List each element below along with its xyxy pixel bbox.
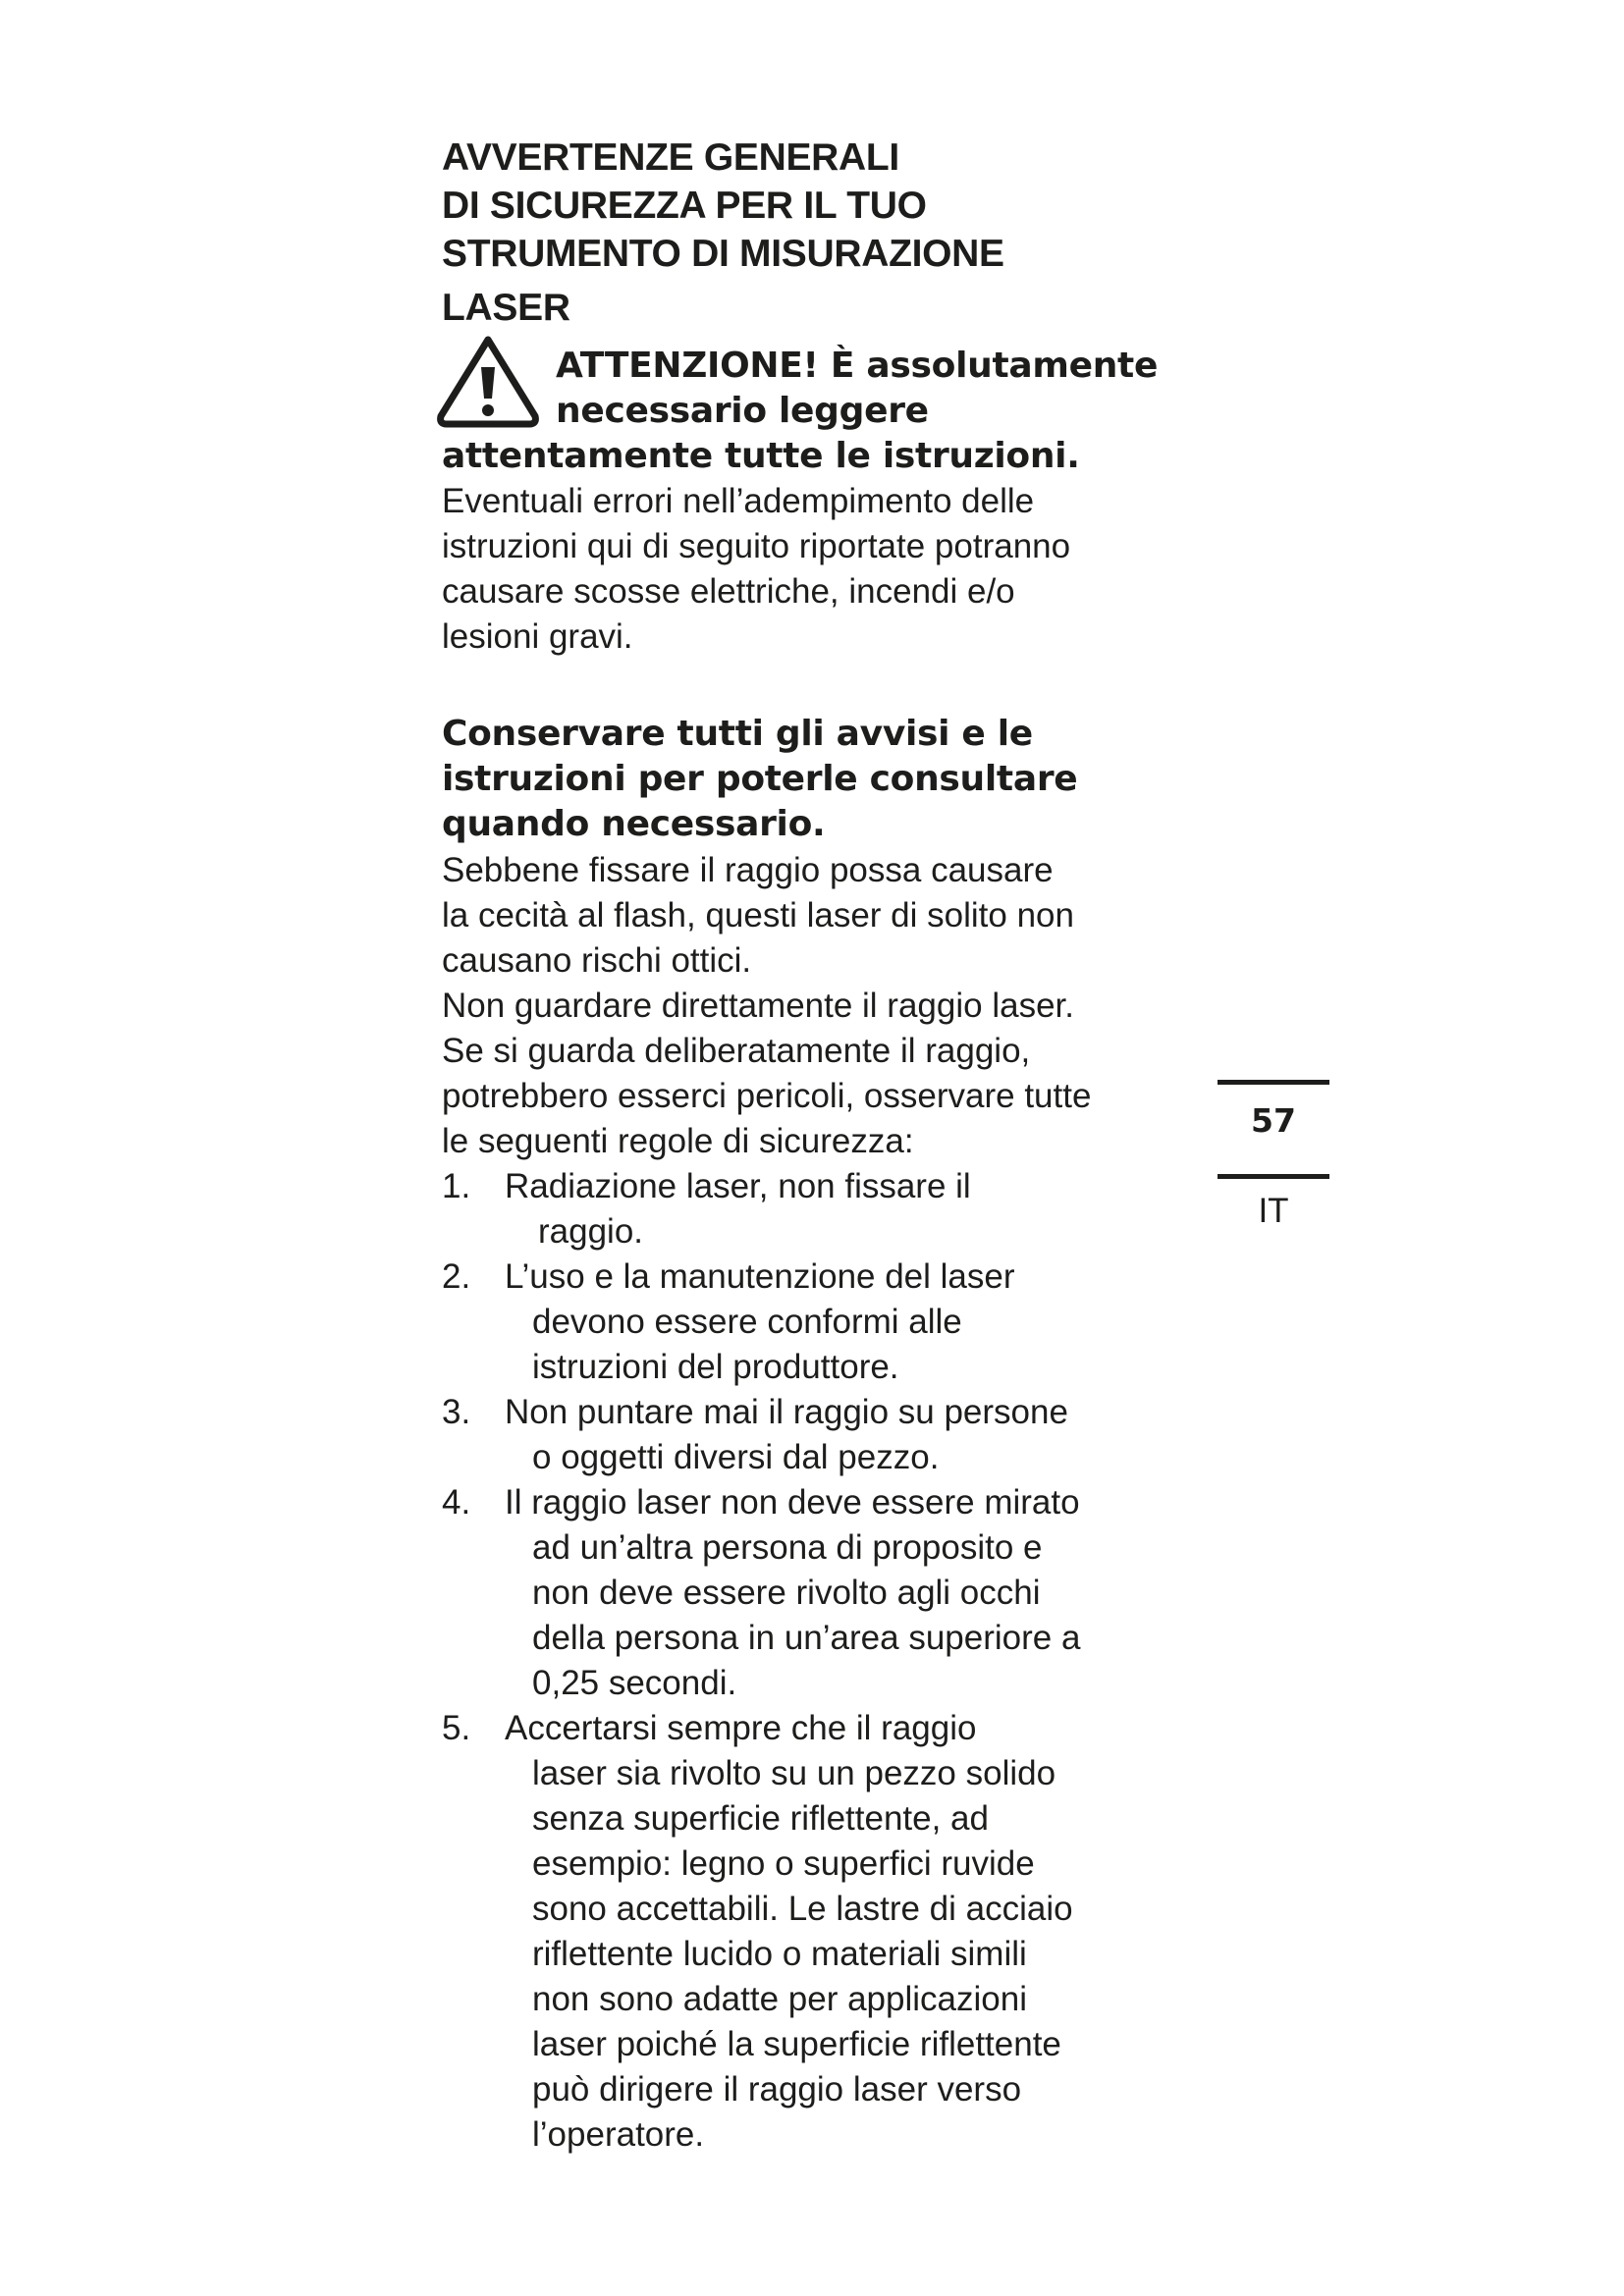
warning-text-line: attentamente tutte le istruzioni.	[442, 436, 1080, 476]
notice-line: Conservare tutti gli avvisi e le	[442, 714, 1033, 754]
list-item-text: Il raggio laser non deve essere mirato	[505, 1483, 1080, 1522]
list-item-text: Accertarsi sempre che il raggio	[505, 1709, 977, 1747]
list-item-text: istruzioni del produttore.	[532, 1348, 899, 1386]
heading-line: AVVERTENZE GENERALI	[442, 136, 899, 179]
list-item-text: della persona in un’area superiore a	[532, 1619, 1081, 1657]
paragraph-line: la cecità al flash, questi laser di solito non	[442, 896, 1074, 934]
list-item-number: 1.	[442, 1167, 471, 1205]
paragraph-line: Eventuali errori nell’adempimento delle	[442, 482, 1035, 520]
page-marker-rule-top	[1218, 1080, 1329, 1085]
heading-line: LASER	[442, 287, 570, 329]
list-item-text: può dirigere il raggio laser verso	[532, 2070, 1022, 2109]
paragraph-line: lesioni gravi.	[442, 617, 633, 656]
paragraph-line: Sebbene fissare il raggio possa causare	[442, 851, 1054, 889]
paragraph-line: potrebbero esserci pericoli, osservare tutte	[442, 1077, 1092, 1115]
page-number: 57	[1251, 1101, 1296, 1140]
safety-rules-list	[442, 1164, 1080, 2158]
list-item-text: Radiazione laser, non fissare il	[505, 1167, 971, 1205]
list-item-text: non deve essere rivolto agli occhi	[532, 1574, 1041, 1612]
page-marker-rule-bottom	[1218, 1174, 1329, 1179]
list-item	[442, 1706, 1080, 2158]
notice-line: istruzioni per poterle consultare	[442, 759, 1078, 799]
list-item-number: 3.	[442, 1393, 471, 1431]
language-code: IT	[1258, 1192, 1289, 1230]
list-item-text: sono accettabili. Le lastre di acciaio	[532, 1890, 1073, 1928]
list-item-text: devono essere conformi alle	[532, 1303, 962, 1341]
list-item	[442, 1164, 1080, 1255]
list-item-text: non sono adatte per applicazioni	[532, 1980, 1027, 2018]
list-item-text: laser poiché la superficie riflettente	[532, 2025, 1061, 2063]
notice-line: quando necessario.	[442, 804, 826, 844]
list-item	[442, 1390, 1080, 1480]
intro-paragraph	[442, 479, 1208, 660]
list-item-text: senza superficie riflettente, ad	[532, 1799, 989, 1838]
list-item-text: 0,25 secondi.	[532, 1664, 737, 1702]
section-heading	[442, 133, 1247, 332]
keep-instructions-notice	[442, 712, 1077, 847]
paragraph-line: Se si guarda deliberatamente il raggio,	[442, 1032, 1031, 1070]
list-item-text: esempio: legno o superfici ruvide	[532, 1844, 1035, 1883]
warning-text-line: ATTENZIONE! È assolutamente	[556, 346, 1159, 386]
warning-triangle-icon	[435, 334, 541, 432]
warning-text-line: necessario leggere	[556, 391, 929, 431]
list-item-text: ad un’altra persona di proposito e	[532, 1528, 1043, 1567]
list-item-text: o oggetti diversi dal pezzo.	[532, 1438, 940, 1476]
paragraph-line: Non guardare direttamente il raggio laser.	[442, 987, 1074, 1025]
heading-line: STRUMENTO DI MISURAZIONE	[442, 233, 1004, 275]
list-item-text: Non puntare mai il raggio su persone	[505, 1393, 1068, 1431]
list-item-text: L’uso e la manutenzione del laser	[505, 1257, 1015, 1296]
paragraph-line: causano rischi ottici.	[442, 941, 752, 980]
list-item	[442, 1480, 1080, 1706]
list-item-text: riflettente lucido o materiali simili	[532, 1935, 1027, 1973]
list-item-text: laser sia rivolto su un pezzo solido	[532, 1754, 1056, 1792]
list-item-number: 5.	[442, 1709, 471, 1747]
paragraph-line: causare scosse elettriche, incendi e/o	[442, 572, 1015, 611]
list-item-text: raggio.	[538, 1212, 644, 1251]
laser-paragraph	[442, 848, 1208, 1164]
list-item-text: l’operatore.	[532, 2115, 705, 2154]
list-item-number: 2.	[442, 1257, 471, 1296]
paragraph-line: istruzioni qui di seguito riportate potranno	[442, 527, 1071, 565]
paragraph-line: le seguenti regole di sicurezza:	[442, 1122, 914, 1160]
list-item	[442, 1255, 1080, 1390]
list-item-number: 4.	[442, 1483, 471, 1522]
heading-line: DI SICUREZZA PER IL TUO	[442, 185, 927, 227]
